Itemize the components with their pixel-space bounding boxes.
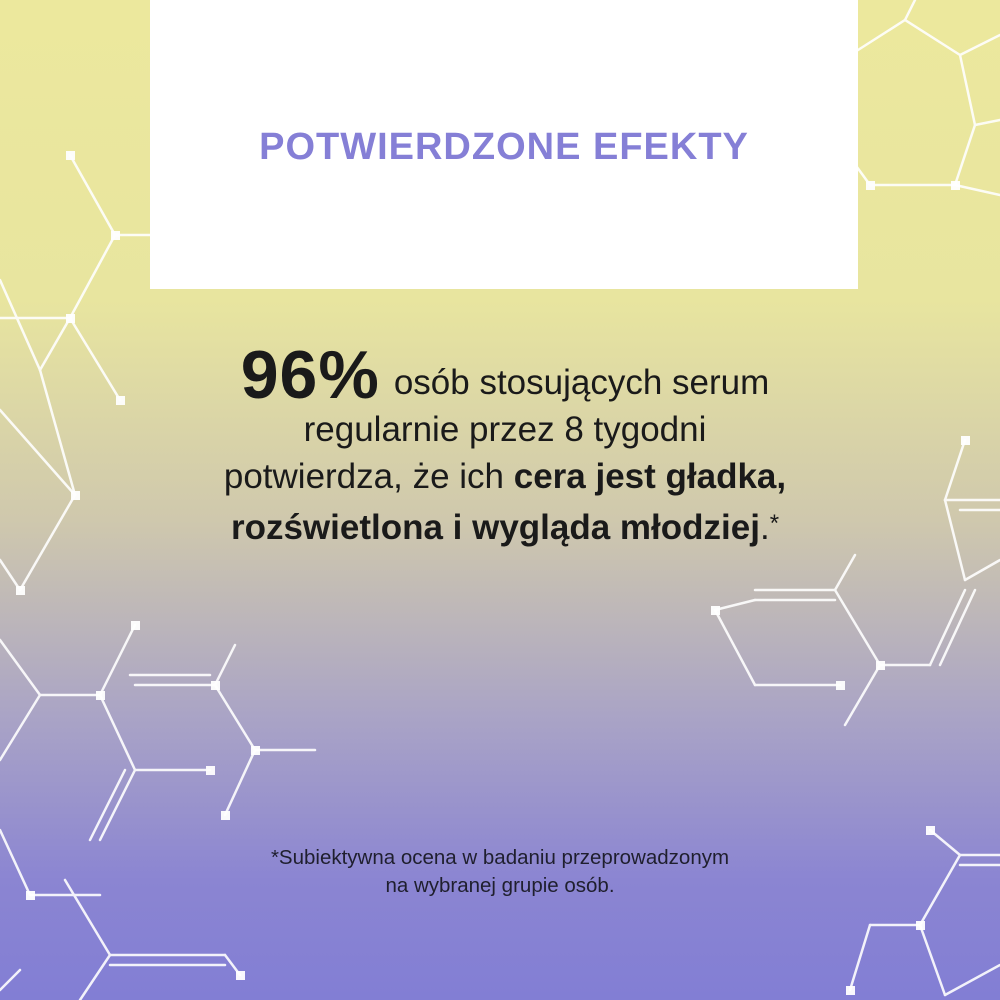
stat-bold-part1: cera jest gładka, (513, 457, 787, 496)
footnote-line1: *Subiektywna ocena w badaniu przeprowadzonym (270, 846, 730, 869)
stat-text-line2: regularnie przez 8 tygodni (303, 410, 707, 449)
footnote-asterisk: * (769, 510, 780, 537)
title-panel (150, 0, 858, 289)
page-title: POTWIERDZONE EFEKTY (259, 126, 749, 168)
stat-bold-part2: rozświetlona i wygląda młodziej (230, 508, 760, 547)
footnote (150, 844, 850, 900)
statistic-paragraph (100, 337, 910, 551)
footnote-line2: na wybranej grupie osób. (385, 874, 615, 897)
percentage-value: 96% (240, 337, 380, 413)
stat-tail: . (759, 508, 770, 547)
stat-text-line1: osób stosujących serum (393, 363, 770, 402)
stat-text-line3: potwierdza, że ich (223, 457, 514, 496)
